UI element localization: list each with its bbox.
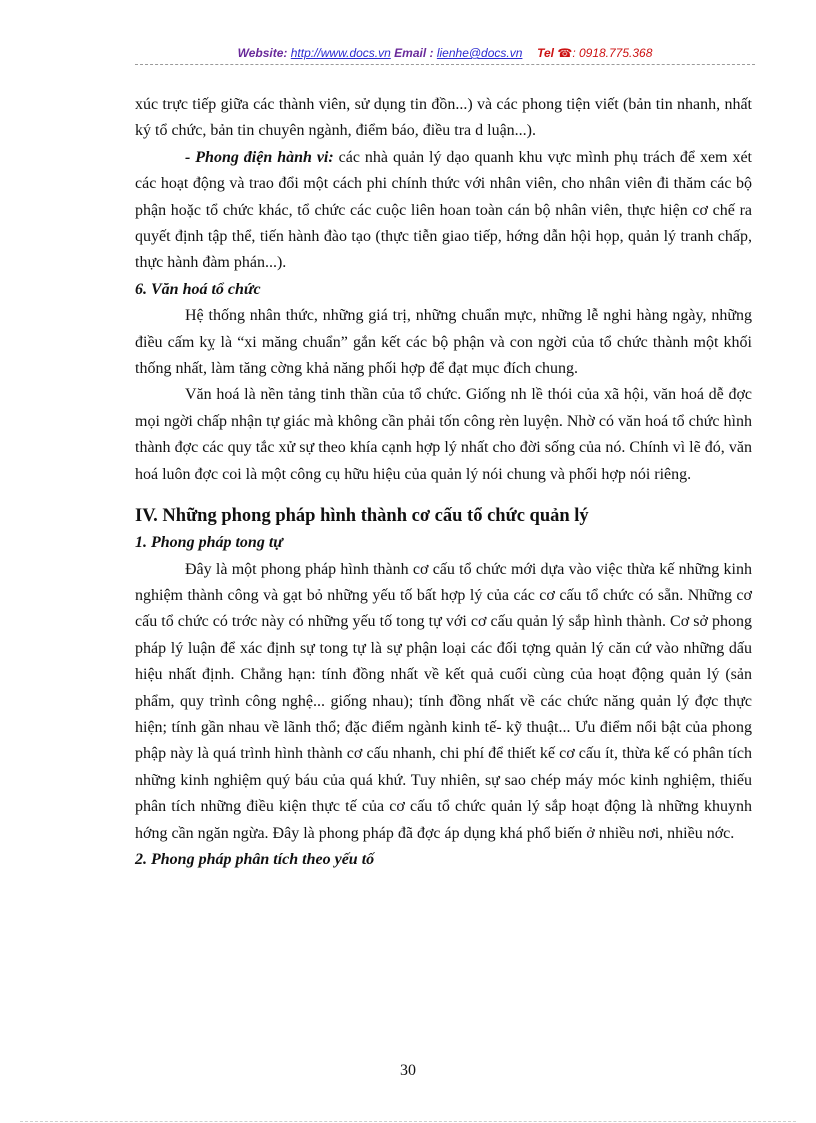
paragraph-culture-1: Hệ thống nhân thức, những giá trị, những chuẩn mực, những lễ nghi hàng ngày, những điều cấm kỵ là “xi măng chuẩn” gắn kết các bộ phận và con ngời của tổ chức thành một khối thống nhất, làm tăng cờng khả năng phối hợp để đạt mục đích chung. — [135, 307, 752, 378]
subheading-2: 2. Phong pháp phân tích theo yếu tố — [135, 850, 375, 868]
behavior-heading: - Phong điện hành vi: — [185, 148, 334, 166]
website-link[interactable]: http://www.docs.vn — [290, 46, 391, 60]
paragraph-analog: Đây là một phong pháp hình thành cơ cấu tổ chức mới dựa vào việc thừa kế những kinh nghiệm thành công và gạt bỏ những yếu tố bất hợp lý của các cơ cấu tổ chức có sẵn. Những cơ cấu tổ chức có trớc này có những yếu tố tong tự với cơ cấu quản lý sắp hình thành. Cơ sở phong pháp lý luận để xác định sự tong tự là sự phận loại các đối tợng quản lý căn cứ vào những dấu hiệu nhất định. Chẳng hạn: tính đồng nhất về kết quả cuối cùng của hoạt động quản lý (sản phẩm, quy trình công nghệ... giống nhau); tính đồng nhất về các chức năng quản lý đợc thực hiện; tính gần nhau về lãnh thổ; đặc điểm ngành kinh tế- kỹ thuật... Ưu điểm nổi bật của phong phập này là quá trình hình thành cơ cấu nhanh, chi phí để thiết kế cơ cấu ít, thừa kế có phân tích những kinh nghiệm quý báu của quá khứ. Tuy nhiên, sự sao chép máy móc kinh nghiệm, thiếu phân tích những điều kiện thực tế của cơ cấu tổ chức quản lý sắp hoạt động là những khuynh hớng cần ngăn ngừa. Đây là phong pháp đã đợc áp dụng khá phổ biến ở nhiều nơi, nhiều nớc. — [135, 560, 752, 842]
email-link[interactable]: lienhe@docs.vn — [436, 46, 523, 60]
section-heading-6: 6. Văn hoá tổ chức — [135, 280, 261, 298]
paragraph-continuation: xúc trực tiếp giữa các thành viên, sử dụng tin đồn...) và các phong tiện viết (bản tin nhanh, nhất ký tổ chức, bản tin chuyên ngành, điểm báo, điều tra d luận...). — [135, 96, 752, 140]
page-body — [135, 92, 752, 873]
footer-divider — [20, 1121, 796, 1122]
paragraph-culture-2: Văn hoá là nền tảng tinh thần của tổ chức. Giống nh lề thói của xã hội, văn hoá dễ đợc mọi ngời chấp nhận tự giác mà không cần phải tốn công rèn luyện. Nhờ có văn hoá tổ chức hình thành đợc các quy tắc xử sự theo khía cạnh hợp lý nhất cho đời sống của nó. Chính vì lẽ đó, văn hoá luôn đợc coi là một công cụ hữu hiệu của quản lý nói chung và phối hợp nói riêng. — [135, 386, 752, 483]
website-label: Website — [237, 46, 284, 60]
phone-icon: ☎ — [557, 46, 573, 60]
chapter-heading-iv: IV. Những phong pháp hình thành cơ cấu tổ chức quản lý — [135, 506, 589, 527]
paragraph-behavior — [135, 145, 752, 277]
page-header: Website: http://www.docs.vn Email : lienhe@docs.vn Tel ☎: 0918.775.368 — [135, 44, 755, 65]
tel-label: Tel — [537, 46, 555, 60]
subheading-1: 1. Phong pháp tong tự — [135, 534, 283, 552]
page-number: 30 — [400, 1062, 416, 1079]
behavior-text: các nhà quản lý dạo quanh khu vực mình phụ trách để xem xét các hoạt động và trao đổi một cách phi chính thức với nhân viên, cho nhân viên đi thăm các bộ phận hoặc tổ chức khác, tổ chức các cuộc liên hoan toàn cán bộ nhân viên, thực hiện cơ chế ra quyết định tập thể, tiến hành đào tạo (thực tiễn giao tiếp, hớng dẫn hội họp, quản lý tranh chấp, thực hành đàm phán...). — [135, 148, 752, 272]
email-label: Email — [394, 46, 427, 60]
tel-value: : 0918.775.368 — [572, 46, 653, 60]
